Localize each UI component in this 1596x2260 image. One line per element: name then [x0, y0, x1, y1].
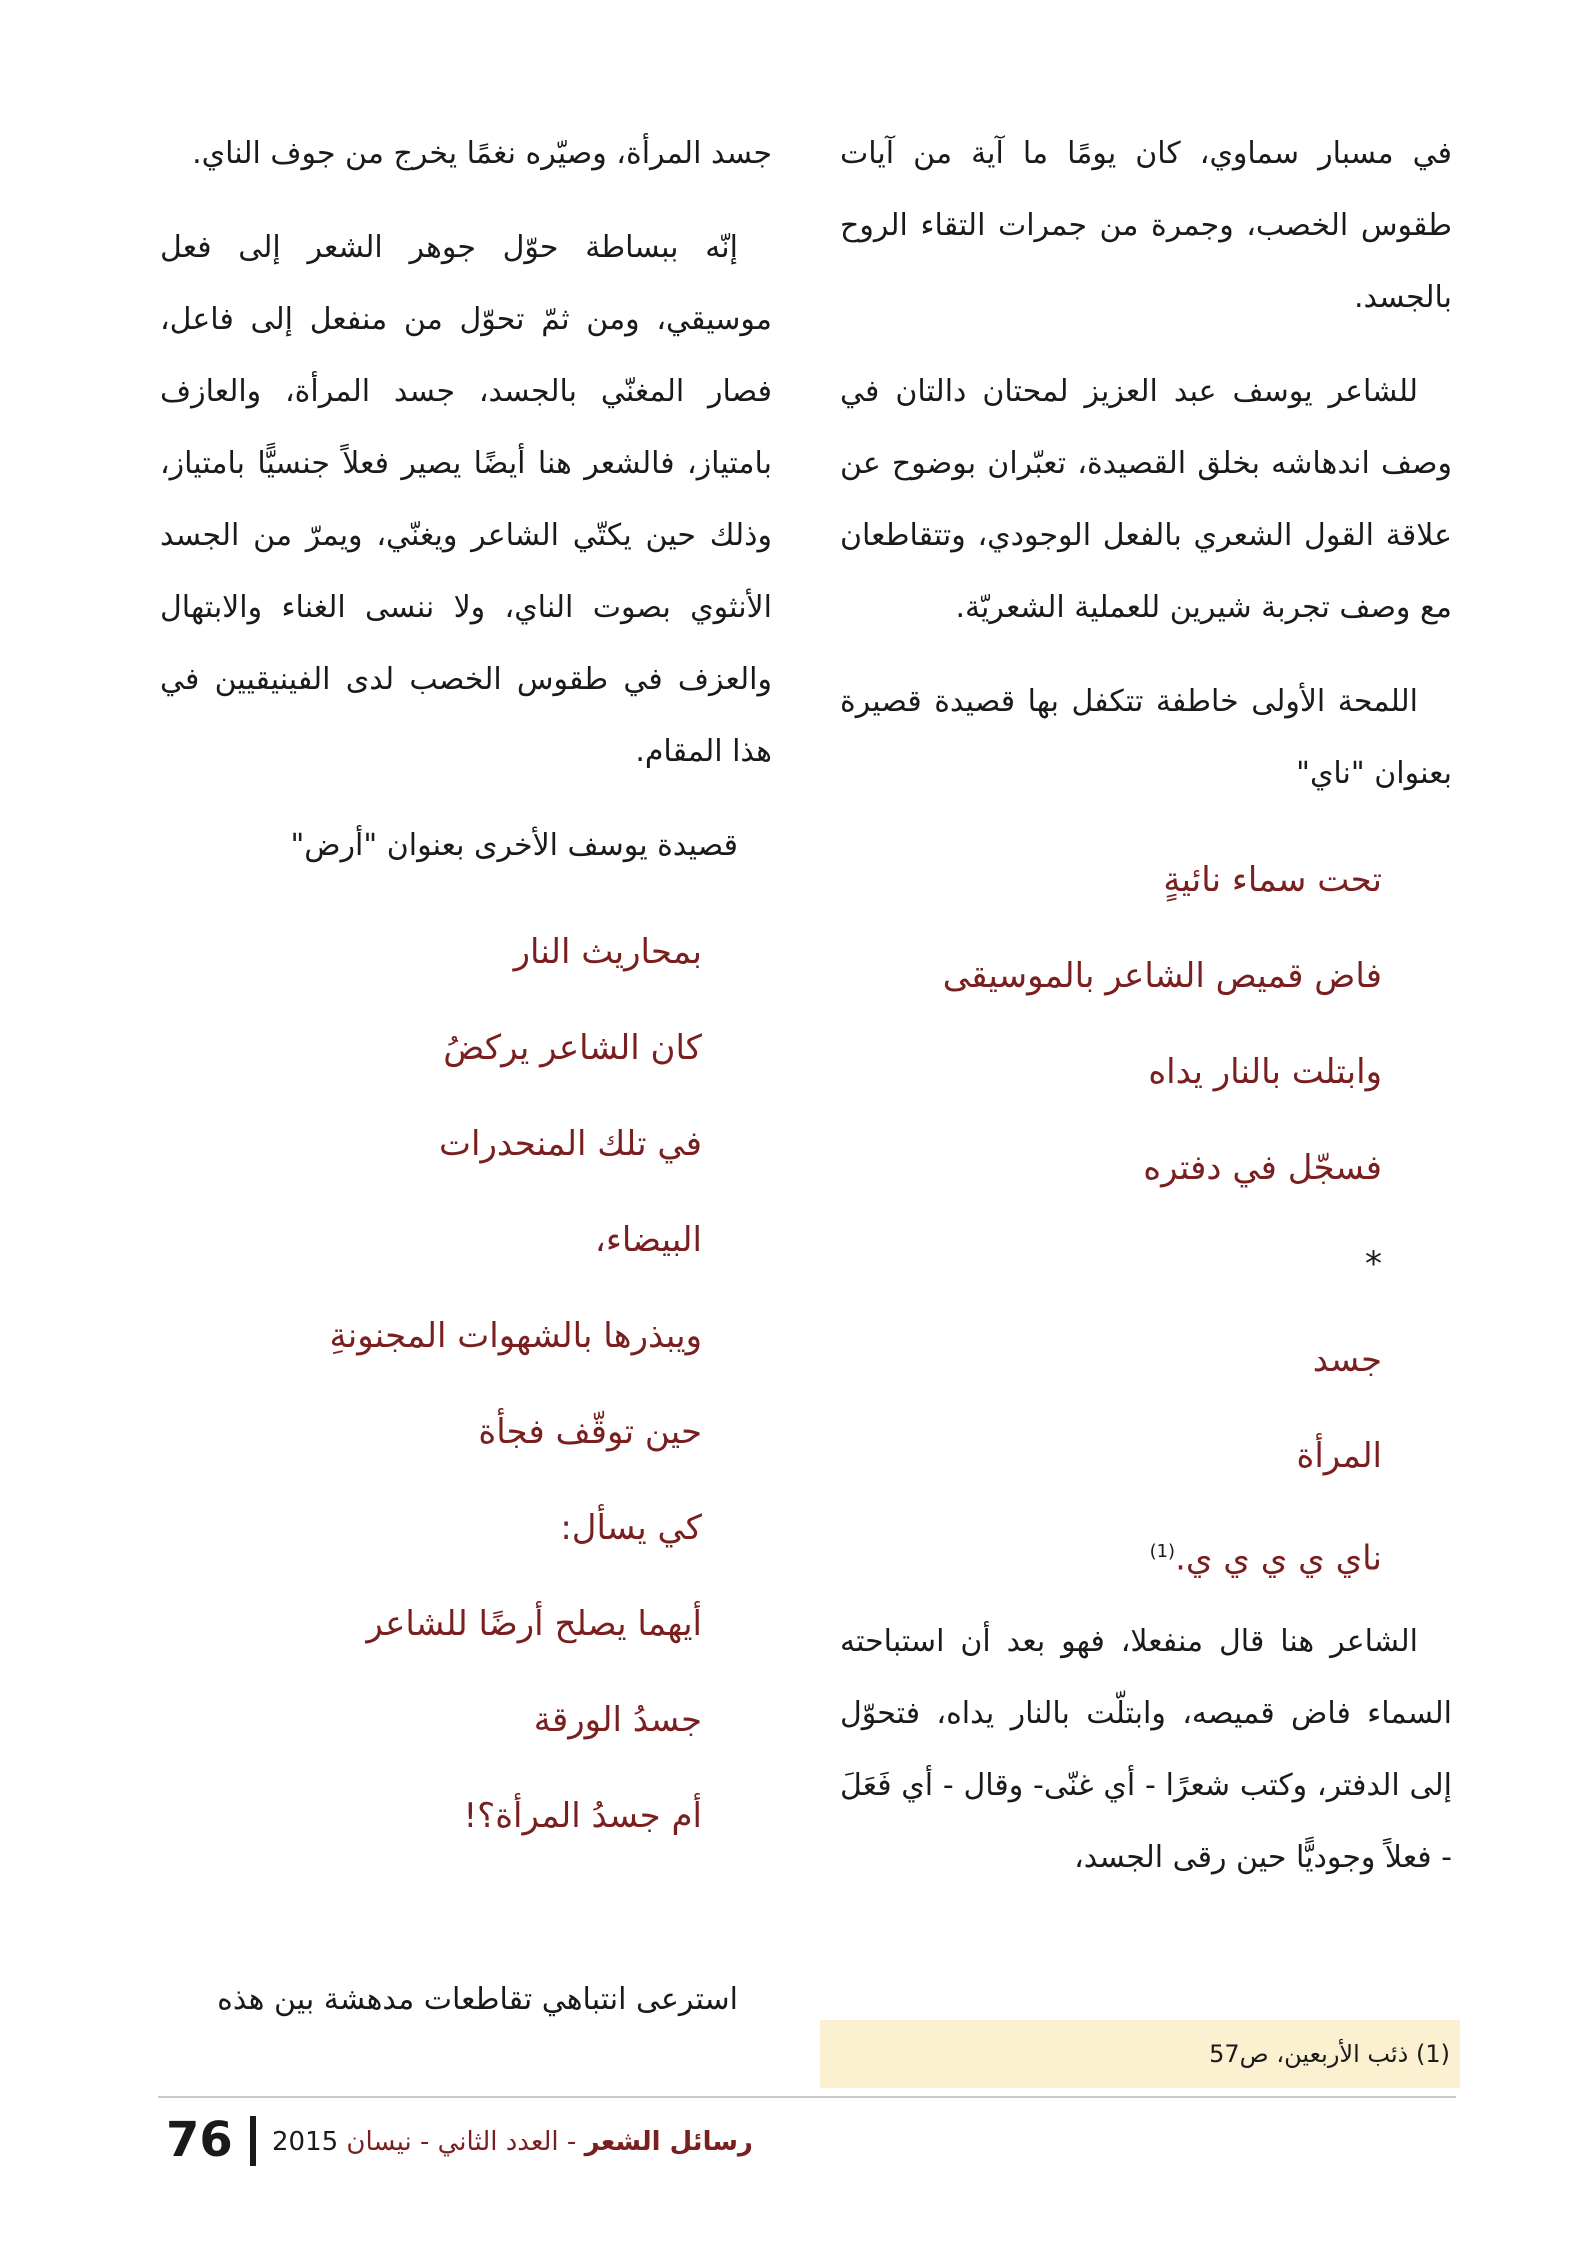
poem-line: جسد	[1312, 1340, 1382, 1380]
poem-line: وابتلت بالنار يداه	[1148, 1052, 1382, 1092]
page-number-separator	[250, 2116, 256, 2166]
poem-line: أيهما يصلح أرضًا للشاعر	[366, 1604, 702, 1644]
footnote-marker[interactable]: (1)	[1149, 1541, 1176, 1562]
poem-line: بمحاريث النار	[513, 932, 702, 972]
poem-line: ويبذرها بالشهوات المجنونةِ	[329, 1316, 702, 1356]
right-column	[840, 118, 1452, 1894]
issue-year: 2015	[272, 2127, 339, 2157]
page-number: 76	[166, 2112, 233, 2168]
paragraph: اللمحة الأولى خاطفة تتكفل بها قصيدة قصيرة بعنوان "ناي"	[840, 684, 1452, 791]
paragraph: إنّه ببساطة حوّل جوهر الشعر إلى فعل موسيقي، ومن ثمّ تحوّل من منفعل إلى فاعل، فصار المغنّي بالجسد، جسد المرأة، والعازف بامتياز، فالشعر هنا أيضًا يصير فعلاً جنسيًّا بامتياز، وذلك حين يكتّي الشاعر ويغنّي، ويمرّ من الجسد الأنثوي بصوت الناي، ولا ننسى الغناء والابتهال والعزف في طقوس الخصب لدى الفينيقيين في هذا المقام.	[160, 230, 772, 769]
poem-line: البيضاء،	[594, 1220, 702, 1260]
poem-line: تحت سماء نائيةٍ	[1163, 860, 1382, 900]
poem-line: كي يسأل:	[560, 1508, 702, 1548]
poem-line: أم جسدُ المرأة؟!	[463, 1796, 702, 1836]
footer-divider	[158, 2096, 1456, 2098]
poem-line: فاض قميص الشاعر بالموسيقى	[942, 956, 1382, 996]
footer-issue-info	[272, 2122, 753, 2162]
poem-line: المرأة	[1296, 1436, 1382, 1476]
poem-separator: *	[1365, 1244, 1382, 1284]
poem-line: فسجّل في دفتره	[1143, 1148, 1382, 1188]
issue-label: - العدد الثاني - نيسان	[338, 2127, 585, 2157]
poem-ard	[160, 904, 772, 1864]
poem-line: جسدُ الورقة	[533, 1700, 702, 1740]
paragraph: للشاعر يوسف عبد العزيز لمحتان دالتان في وصف اندهاشه بخلق القصيدة، تعبّران بوضوح عن علاقة القول الشعري بالفعل الوجودي، وتتقاطعان مع وصف تجربة شيرين للعملية الشعريّة.	[840, 374, 1452, 625]
paragraph: قصيدة يوسف الأخرى بعنوان "أرض"	[290, 828, 738, 863]
paragraph: جسد المرأة، وصيّره نغمًا يخرج من جوف الناي.	[192, 136, 772, 171]
poem-line: في تلك المنحدرات	[439, 1124, 702, 1164]
poem-line: حين توقّف فجأة	[478, 1412, 702, 1452]
poem-nay	[840, 832, 1452, 1606]
paragraph: الشاعر هنا قال منفعلا، فهو بعد أن استباحته السماء فاض قميصه، وابتلّت بالنار يداه، فتحوّل إلى الدفتر، وكتب شعرًا - أي غنّى- وقال - أي فَعَلَ - فعلاً وجوديًّا حين رقى الجسد،	[840, 1624, 1452, 1876]
poem-line: ناي ي ي ي ي.$^{(1)}$	[1149, 1538, 1382, 1579]
left-column	[160, 118, 772, 2036]
paragraph: استرعى انتباهي تقاطعات مدهشة بين هذه	[217, 1982, 738, 2017]
poem-line: كان الشاعر يركضُ	[443, 1028, 702, 1068]
magazine-name: رسائل الشعر	[584, 2127, 753, 2157]
footnote: (1) ذئب الأربعين، ص57	[820, 2020, 1460, 2088]
paragraph: في مسبار سماوي، كان يومًا ما آية من آيات طقوس الخصب، وجمرة من جمرات التقاء الروح بالجسد.	[840, 136, 1452, 315]
